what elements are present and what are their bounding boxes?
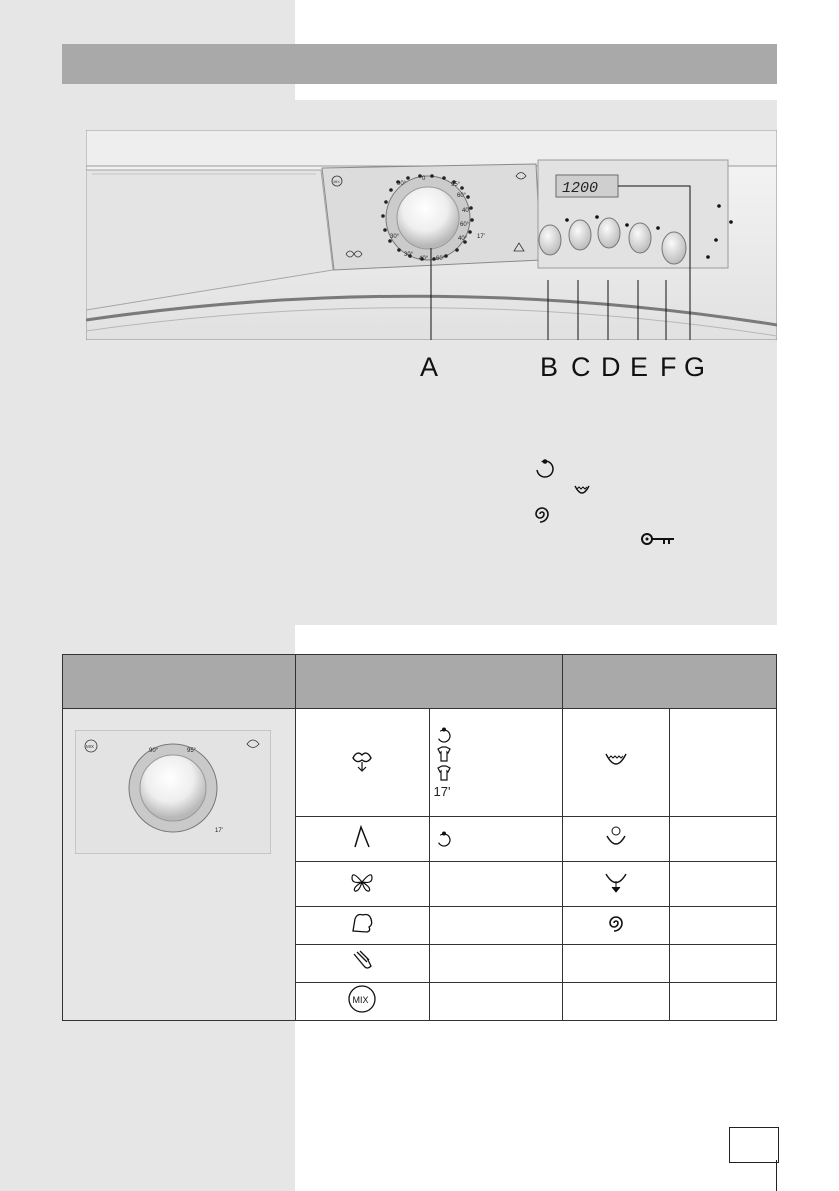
dial-thumbnail-cell — [63, 709, 296, 1021]
program-icon-cell — [296, 983, 430, 1021]
section-header-bar — [62, 44, 777, 84]
svg-text:95°: 95° — [187, 748, 197, 754]
svg-text:40°: 40° — [419, 256, 429, 262]
program-options-cell — [429, 817, 563, 862]
shirt-icon — [434, 745, 454, 763]
mix-icon — [347, 984, 377, 1014]
program-icon-cell — [296, 817, 430, 862]
option-text-cell — [670, 709, 777, 817]
svg-text:90°: 90° — [397, 181, 407, 187]
key-lock-inline-icon — [640, 528, 676, 550]
svg-text:90°: 90° — [149, 748, 159, 754]
page-edge-line — [776, 1160, 777, 1191]
option-text-cell — [670, 907, 777, 945]
svg-text:30°: 30° — [390, 234, 400, 240]
callout-d: D — [601, 352, 621, 382]
callout-f: F — [660, 352, 677, 382]
page-number-box — [729, 1127, 779, 1163]
svg-text:95°: 95° — [451, 182, 461, 188]
cotton-icon — [348, 746, 376, 774]
program-table — [62, 654, 777, 1021]
program-options-cell — [429, 862, 563, 907]
program-icon-cell — [296, 862, 430, 907]
svg-text:60°: 60° — [460, 222, 470, 228]
handwash-icon — [349, 948, 375, 974]
rinse-hold-icon — [603, 750, 629, 770]
svg-text:17': 17' — [215, 828, 223, 834]
display-readout: 1200 — [562, 180, 599, 197]
table-header-3 — [563, 655, 777, 709]
svg-text:40°: 40° — [458, 236, 468, 242]
table-header-1 — [63, 655, 296, 709]
table-header-2 — [296, 655, 563, 709]
option-text-cell — [670, 983, 777, 1021]
callout-e: E — [630, 352, 649, 382]
callout-a: A — [420, 352, 439, 382]
prewash-icon — [434, 830, 454, 848]
spin-inline-icon — [531, 503, 553, 525]
option-text-cell — [670, 862, 777, 907]
program-options-cell — [429, 709, 563, 817]
callout-letters — [0, 352, 839, 384]
option-icon-cell — [563, 862, 670, 907]
table-row — [63, 709, 777, 817]
svg-text:MIX: MIX — [352, 995, 369, 1005]
svg-text:60°: 60° — [436, 256, 446, 262]
rinse-hold-inline-icon — [534, 457, 556, 479]
quick-wash-label: 17' — [433, 783, 451, 799]
svg-text:60°: 60° — [457, 193, 467, 199]
dial-thumbnail — [75, 730, 271, 854]
synthetics-icon — [350, 823, 374, 851]
delicates-icon — [348, 870, 376, 894]
program-icon-cell — [296, 907, 430, 945]
svg-text:17': 17' — [477, 234, 485, 240]
svg-text:30°: 30° — [404, 252, 414, 258]
option-icon-cell — [563, 983, 670, 1021]
callout-b: B — [540, 352, 559, 382]
svg-text:40°: 40° — [462, 208, 472, 214]
program-options-cell — [429, 907, 563, 945]
shirt-light-icon — [434, 764, 454, 782]
program-options-cell — [429, 983, 563, 1021]
drain-inline-icon — [571, 478, 593, 500]
drain-icon — [603, 869, 629, 895]
callout-c: C — [571, 352, 591, 382]
svg-text:MIX: MIX — [333, 180, 340, 184]
callout-g: G — [684, 352, 706, 382]
program-icon-cell — [296, 709, 430, 817]
svg-text:0: 0 — [422, 176, 426, 182]
prewash-icon — [434, 726, 454, 744]
control-panel-photo — [86, 130, 777, 340]
program-icon-cell — [296, 945, 430, 983]
flower-rinse-icon — [603, 824, 629, 850]
program-options-cell — [429, 945, 563, 983]
option-text-cell — [670, 817, 777, 862]
spin-icon — [605, 912, 627, 934]
option-icon-cell — [563, 945, 670, 983]
table-header-row — [63, 655, 777, 709]
option-text-cell — [670, 945, 777, 983]
wool-icon — [349, 911, 375, 935]
option-icon-cell — [563, 709, 670, 817]
option-icon-cell — [563, 907, 670, 945]
svg-text:MIX: MIX — [86, 744, 95, 749]
option-icon-cell — [563, 817, 670, 862]
